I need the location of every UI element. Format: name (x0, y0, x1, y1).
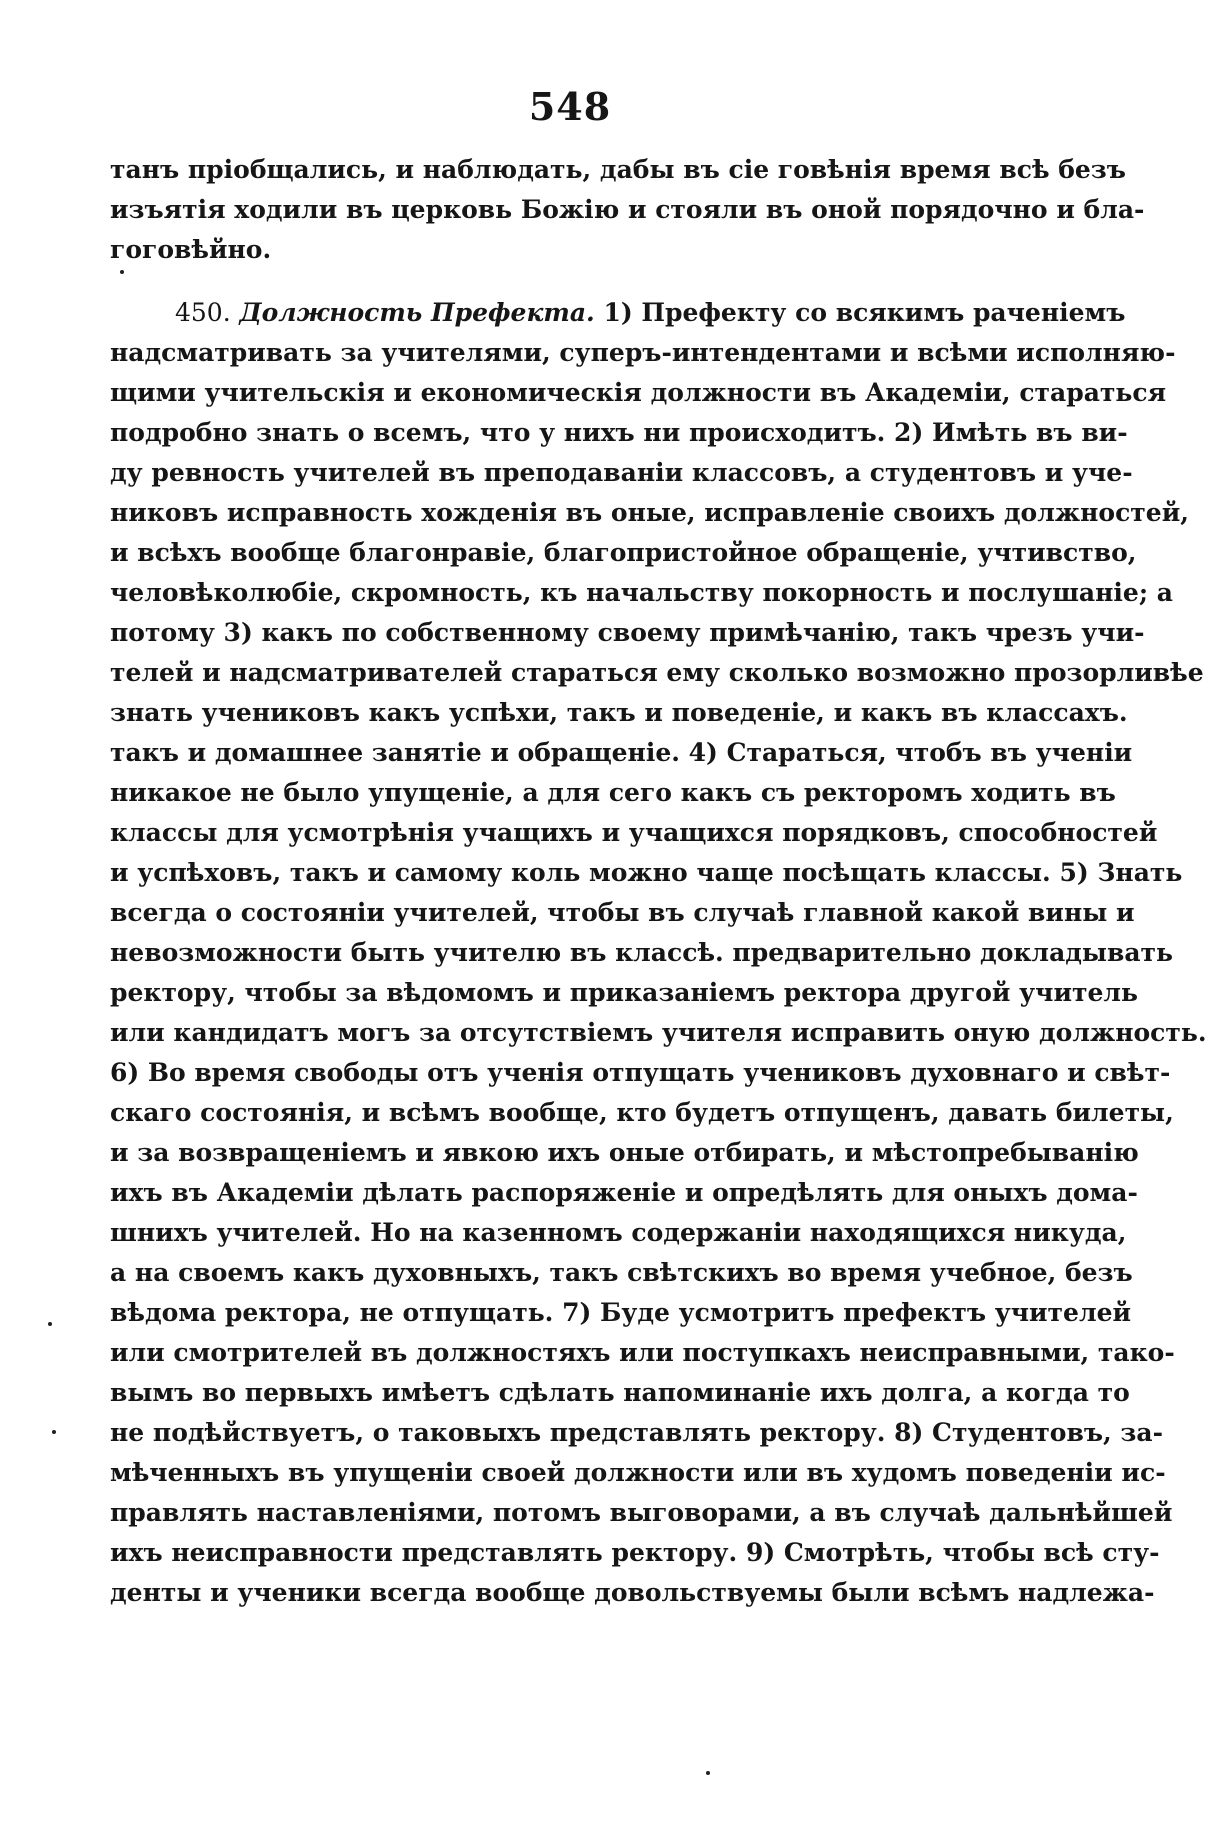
text-line: гоговѣйно. (110, 235, 272, 264)
text-line: и успѣховъ, такъ и самому коль можно чаще посѣщать классы. 5) Знать (110, 858, 1183, 887)
section-450 (110, 293, 1207, 1613)
text-line: правлять наставленіями, потомъ выговорами, а въ случаѣ дальнѣйшей (110, 1498, 1173, 1527)
text-line: мѣченныхъ въ упущеніи своей должности или въ худомъ поведеніи ис- (110, 1458, 1166, 1487)
text-line: ихъ неисправности представлять ректору. 9) Смотрѣть, чтобы всѣ сту- (110, 1538, 1160, 1567)
section-title: Должность Префекта. (239, 298, 595, 327)
text-line: ихъ въ Академіи дѣлать распоряженіе и опредѣлять для оныхъ дома- (110, 1178, 1138, 1207)
section-heading-line (110, 293, 1126, 333)
text-line: знать учениковъ какъ успѣхи, такъ и поведеніе, и какъ въ классахъ. (110, 698, 1128, 727)
text-line: не подѣйствуетъ, о таковыхъ представлять ректору. 8) Студентовъ, за- (110, 1418, 1163, 1447)
text-line: щими учительскія и економическія должности въ Академіи, стараться (110, 378, 1167, 407)
text-line: человѣколюбіе, скромность, къ начальству покорность и послушаніе; а (110, 578, 1173, 607)
text-line: невозможности быть учителю въ классѣ. предварительно докладывать (110, 938, 1174, 967)
page-number: 548 (528, 84, 612, 129)
text-line: танъ пріобщались, и наблюдать, дабы въ сіе говѣнія время всѣ безъ (110, 155, 1126, 184)
print-speck (48, 1322, 52, 1326)
text-line: и всѣхъ вообще благонравіе, благопристойное обращеніе, учтивство, (110, 538, 1137, 567)
continuation-paragraph (110, 150, 1145, 270)
text-line: телей и надсматривателей стараться ему сколько возможно прозорливѣе (110, 658, 1204, 687)
text-line: денты и ученики всегда вообще довольствуемы были всѣмъ надлежа- (110, 1578, 1155, 1607)
text-line: всегда о состояніи учителей, чтобы въ случаѣ главной какой вины и (110, 898, 1135, 927)
text-line: а на своемъ какъ духовныхъ, такъ свѣтскихъ во время учебное, безъ (110, 1258, 1133, 1287)
text-line: потому 3) какъ по собственному своему примѣчанію, такъ чрезъ учи- (110, 618, 1145, 647)
text-line: ректору, чтобы за вѣдомомъ и приказаніемъ ректора другой учитель (110, 978, 1139, 1007)
section-number: 450. (175, 298, 231, 327)
text-line: вымъ во первыхъ имѣетъ сдѣлать напоминаніе ихъ долга, а когда то (110, 1378, 1130, 1407)
print-speck (120, 270, 124, 274)
text-line: надсматривать за учителями, суперъ-интендентами и всѣми исполняю- (110, 338, 1176, 367)
text-line: или кандидатъ могъ за отсутствіемъ учителя исправить оную должность. (110, 1018, 1207, 1047)
text-line: вѣдома ректора, не отпущать. 7) Буде усмотритъ префектъ учителей (110, 1298, 1132, 1327)
print-speck (52, 1430, 56, 1434)
text-line: изъятія ходили въ церковь Божію и стояли въ оной порядочно и бла- (110, 195, 1145, 224)
text-line: или смотрителей въ должностяхъ или поступкахъ неисправными, тако- (110, 1338, 1175, 1367)
print-speck (706, 1771, 710, 1775)
text-line: шнихъ учителей. Но на казенномъ содержаніи находящихся никуда, (110, 1218, 1127, 1247)
text-line: подробно знать о всемъ, что у нихъ ни происходитъ. 2) Имѣть въ ви- (110, 418, 1128, 447)
text-line: скаго состоянія, и всѣмъ вообще, кто будетъ отпущенъ, давать билеты, (110, 1098, 1174, 1127)
text-line: никакое не было упущеніе, а для сего какъ съ ректоромъ ходить въ (110, 778, 1116, 807)
text-line: ду ревность учителей въ преподаваніи классовъ, а студентовъ и уче- (110, 458, 1133, 487)
text-line: 6) Во время свободы отъ ученія отпущать учениковъ духовнаго и свѣт- (110, 1058, 1171, 1087)
text-line: такъ и домашнее занятіе и обращеніе. 4) Стараться, чтобъ въ ученіи (110, 738, 1133, 767)
text-line: никовъ исправность хожденія въ оные, исправленіе своихъ должностей, (110, 498, 1189, 527)
text-line: и за возвращеніемъ и явкою ихъ оные отбирать, и мѣстопребыванію (110, 1138, 1139, 1167)
text-line: классы для усмотрѣнія учащихъ и учащихся порядковъ, способностей (110, 818, 1158, 847)
section-first-line-text: 1) Префекту со всякимъ раченіемъ (603, 298, 1126, 327)
